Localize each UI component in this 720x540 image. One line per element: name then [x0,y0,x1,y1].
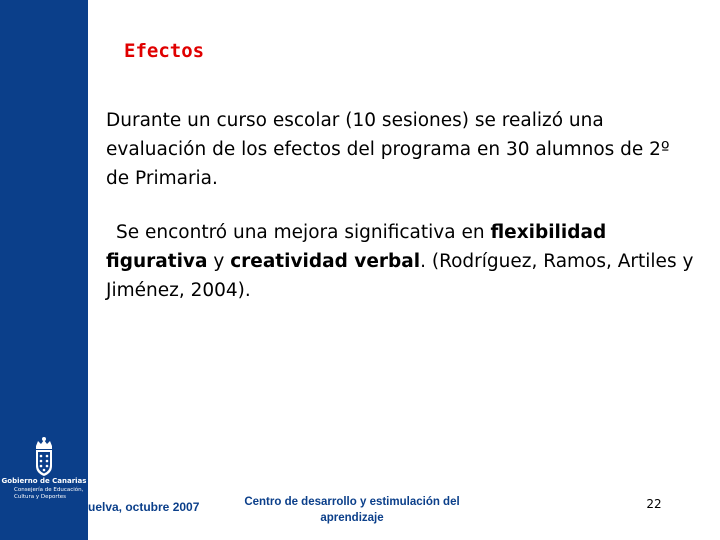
slide-title: Efectos [124,40,205,62]
paragraph-2-connector: y [207,251,231,272]
paragraph-2-citation: . (Rodríguez, Ramos, Artiles y Jiménez, 2004). [106,251,694,301]
paragraph-2-intro: Se encontró una mejora significativa en [116,222,491,243]
footer-date: uelva, octubre 2007 [88,500,200,514]
highlight-creatividad: creatividad verbal [230,251,421,272]
footer-organization: Centro de desarrollo y estimulación del aprendizaje [244,496,460,524]
logo-subtitle: Consejería de Educación, Cultura y Deportes [14,487,84,500]
highlight-flexibilidad: flexibilidad figurativa [106,222,607,272]
logo-name: Gobierno de Canarias [1,477,87,485]
paragraph-1: Durante un curso escolar (10 sesiones) se realizó una evaluación de los efectos del programa en 30 alumnos de 2º de Primaria. [106,110,670,189]
page-number: 22 [646,497,662,511]
paragraph-2 [106,218,696,305]
